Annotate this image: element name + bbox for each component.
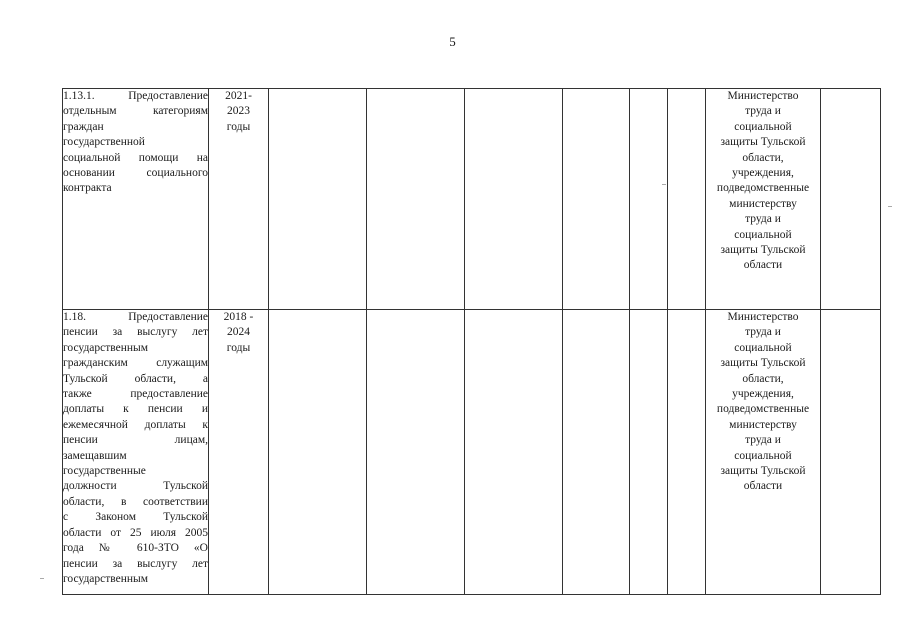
program-table (62, 88, 881, 595)
period-cell: 2021- 2023 годы (209, 89, 269, 310)
page-number: 5 (449, 34, 456, 49)
measure-name: 1.13.1. Предоставление отдельным категориям граждан государственной социальной помощи на основании социального контракта (63, 90, 208, 195)
scan-speck (662, 184, 666, 185)
table-row (63, 310, 881, 595)
empty-cell (821, 89, 881, 310)
empty-cell (465, 310, 563, 595)
empty-cell (821, 310, 881, 595)
empty-cell (465, 89, 563, 310)
measure-name: 1.18. Предоставление пенсии за выслугу лет государственным гражданским служащим Тульской области, а также предоставление доплаты к пенсии и ежемесячной доплаты к пенсии лицам, замещавшим государственные должности Тульской области, в соответствии с Законом Тульской области от 25 июля 2005 года № 610-ЗТО «О пенсии за выслугу лет государственным (63, 311, 208, 585)
measure-name-cell (63, 89, 209, 310)
empty-cell (269, 310, 367, 595)
empty-cell (630, 89, 668, 310)
scan-speck (40, 578, 44, 579)
empty-cell (269, 89, 367, 310)
empty-cell (563, 89, 630, 310)
period-cell: 2018 - 2024 годы (209, 310, 269, 595)
empty-cell (563, 310, 630, 595)
empty-cell (630, 310, 668, 595)
table-row (63, 89, 881, 310)
scan-speck (888, 206, 892, 207)
executor-cell: Министерство труда и социальной защиты Тульской области, учреждения, подведомственные министерству труда и социальной защиты Тульской области (706, 89, 821, 310)
empty-cell (367, 310, 465, 595)
executor-cell: Министерство труда и социальной защиты Тульской области, учреждения, подведомственные министерству труда и социальной защиты Тульской области (706, 310, 821, 595)
measure-name-cell (63, 310, 209, 595)
empty-cell (668, 89, 706, 310)
empty-cell (668, 310, 706, 595)
empty-cell (367, 89, 465, 310)
